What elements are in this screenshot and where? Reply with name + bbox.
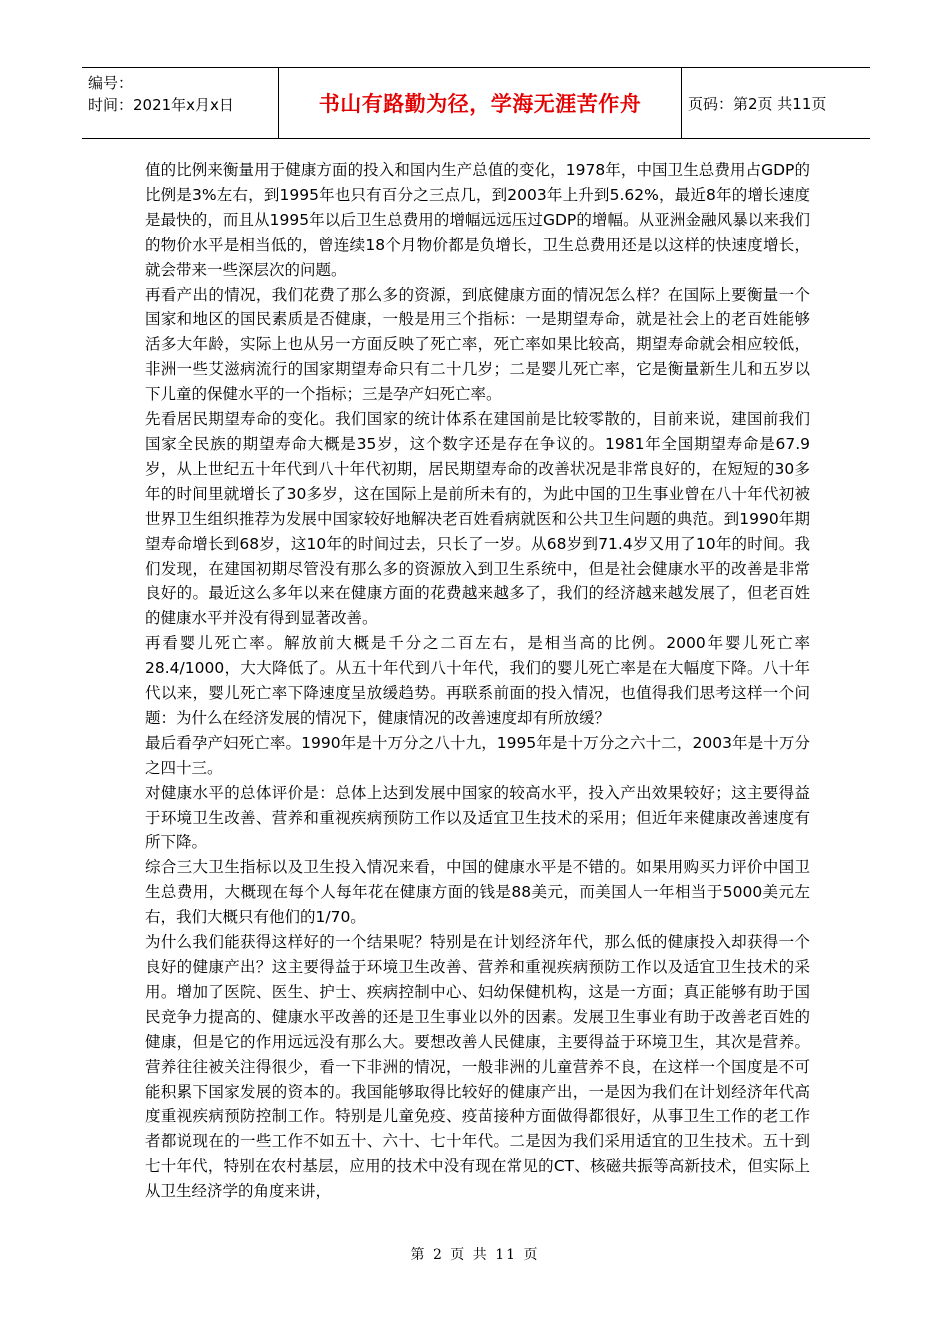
paragraph: 先看居民期望寿命的变化。我们国家的统计体系在建国前是比较零散的，目前来说，建国前我们国家全民族的期望寿命大概是35岁，这个数字还是存在争议的。1981年全国期望寿命是67.9岁，从上世纪五十年代到八十年代初期，居民期望寿命的改善状况是非常良好的，在短短的30多年的时间里就增长了30多岁，这在国际上是前所未有的，为此中国的卫生事业曾在八十年代初被世界卫生组织推荐为发展中国家较好地解决老百姓看病就医和公共卫生问题的典范。到1990年期望寿命增长到68岁，这10年的时间过去，只长了一岁。从68岁到71.4岁又用了10年的时间。我们发现，在建国初期尽管没有那么多的资源放入到卫生系统中，但是社会健康水平的改善是非常良好的。最近这么多年以来在健康方面的花费越来越多了，我们的经济越来越发展了，但老百姓的健康水平并没有得到显著改善。	[145, 410, 810, 628]
header-meta	[82, 68, 279, 138]
paragraph: 值的比例来衡量用于健康方面的投入和国内生产总值的变化，1978年，中国卫生总费用占GDP的比例是3%左右，到1995年也只有百分之三点几，到2003年上升到5.62%，最近8年的增长速度是最快的，而且从1995年以后卫生总费用的增幅远远压过GDP的增幅。从亚洲金融风暴以来我们的物价水平是相当低的，曾连续18个月物价都是负增长，卫生总费用还是以这样的快速度增长，就会带来一些深层次的问题。	[145, 161, 810, 279]
page-header	[82, 67, 870, 139]
document-date: 时间：2021年x月x日	[88, 96, 234, 114]
paragraph: 再看婴儿死亡率。解放前大概是千分之二百左右，是相当高的比例。2000年婴儿死亡率28.4/1000，大大降低了。从五十年代到八十年代，我们的婴儿死亡率是在大幅度下降。八十年代以来，婴儿死亡率下降速度呈放缓趋势。再联系前面的投入情况，也值得我们思考这样一个问题：为什么在经济发展的情况下，健康情况的改善速度却有所放缓？	[145, 634, 810, 727]
paragraph: 对健康水平的总体评价是：总体上达到发展中国家的较高水平，投入产出效果较好；这主要得益于环境卫生改善、营养和重视疾病预防工作以及适宜卫生技术的采用；但近年来健康改善速度有所下降。	[145, 783, 810, 852]
page-footer: 第 2 页 共 11 页	[410, 1247, 540, 1263]
header-motto: 书山有路勤为径，学海无涯苦作舟	[279, 68, 682, 138]
document-body	[145, 158, 810, 1204]
header-page-info: 页码：第2页 共11页	[688, 94, 827, 113]
document-number-label: 编号：	[88, 74, 134, 92]
paragraph: 再看产出的情况，我们花费了那么多的资源，到底健康方面的情况怎么样？在国际上要衡量一个国家和地区的国民素质是否健康，一般是用三个指标：一是期望寿命，就是社会上的老百姓能够活多大年龄，实际上也从另一方面反映了死亡率，死亡率如果比较高，期望寿命就会相应较低，非洲一些艾滋病流行的国家期望寿命只有二十几岁；二是婴儿死亡率，它是衡量新生儿和五岁以下儿童的保健水平的一个指标；三是孕产妇死亡率。	[145, 285, 810, 404]
paragraph: 最后看孕产妇死亡率。1990年是十万分之八十九，1995年是十万分之六十二，2003年是十万分之四十三。	[145, 733, 810, 777]
paragraph: 综合三大卫生指标以及卫生投入情况来看，中国的健康水平是不错的。如果用购买力评价中国卫生总费用，大概现在每个人每年花在健康方面的钱是88美元，而美国人一年相当于5000美元左右，我们大概只有他们的1/70。	[145, 858, 810, 927]
paragraph: 为什么我们能获得这样好的一个结果呢？特别是在计划经济年代，那么低的健康投入却获得一个良好的健康产出？这主要得益于环境卫生改善、营养和重视疾病预防工作以及适宜卫生技术的采用。增加了医院、医生、护士、疾病控制中心、妇幼保健机构，这是一方面；真正能够有助于国民竞争力提高的、健康水平改善的还是卫生事业以外的因素。发展卫生事业有助于改善老百姓的健康，但是它的作用远远没有那么大。要想改善人民健康，主要得益于环境卫生，其次是营养。营养往往被关注得很少，看一下非洲的情况，一般非洲的儿童营养不良，在这样一个国度是不可能积累下国家发展的资本的。我国能够取得比较好的健康产出，一是因为我们在计划经济年代高度重视疾病预防控制工作。特别是儿童免疫、疫苗接种方面做得都很好，从事卫生工作的老工作者都说现在的一些工作不如五十、六十、七十年代。二是因为我们采用适宜的卫生技术。五十到七十年代，特别在农村基层，应用的技术中没有现在常见的CT、核磁共振等高新技术，但实际上从卫生经济学的角度来讲，	[145, 933, 810, 1201]
